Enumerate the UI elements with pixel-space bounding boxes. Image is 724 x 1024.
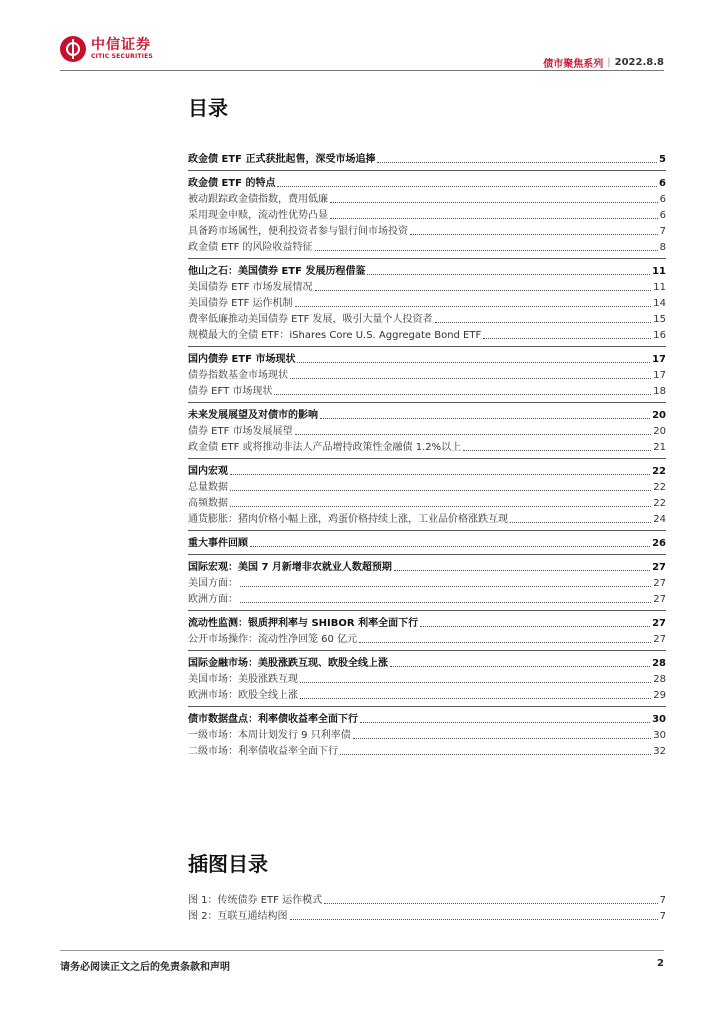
entry-page-number: 6 [659,178,666,189]
toc-subsection-entry[interactable] [188,574,666,590]
toc-section-entry[interactable] [188,262,666,278]
toc-heading: 目录 [188,96,228,120]
entry-page-number: 26 [652,538,666,549]
entry-title: 二级市场：利率债收益率全面下行 [188,746,338,757]
figures-heading: 插图目录 [188,852,268,876]
page-number: 2 [657,958,664,969]
toc-subsection-entry[interactable] [188,278,666,294]
entry-title: 他山之石：美国债券 ETF 发展历程借鉴 [188,266,366,277]
entry-page-number: 22 [652,466,666,477]
entry-title: 债券 ETF 市场发展展望 [188,426,293,437]
entry-page-number: 22 [653,498,666,509]
entry-page-number: 15 [653,314,666,325]
entry-title: 国内宏观 [188,466,228,477]
toc-subsection-entry[interactable] [188,478,666,494]
dot-leader [240,586,651,587]
entry-page-number: 18 [653,386,666,397]
entry-title: 重大事件回顾 [188,538,248,549]
dot-leader [360,722,650,723]
toc-subsection-entry[interactable] [188,294,666,310]
entry-page-number: 27 [653,578,666,589]
figure-entry[interactable] [188,891,666,907]
figure-entry[interactable] [188,907,666,923]
section-divider [188,706,666,707]
entry-page-number: 16 [653,330,666,341]
dot-leader [320,418,650,419]
entry-page-number: 6 [659,194,666,205]
dot-leader [277,186,657,187]
entry-title: 政金债 ETF 或将推动非法人产品增持政策性金融债 1.2%以上 [188,442,462,453]
entry-page-number: 32 [653,746,666,757]
entry-page-number: 7 [659,911,666,922]
entry-title: 采用现金申赎，流动性优势凸显 [188,210,328,221]
report-series: 债市聚焦系列 [543,59,604,70]
toc-section-entry[interactable] [188,350,666,366]
section-divider [188,258,666,259]
entry-title: 公开市场操作：流动性净回笼 60 亿元 [188,634,358,645]
entry-page-number: 8 [659,242,666,253]
dot-leader [250,546,650,547]
toc-section-entry[interactable] [188,462,666,478]
entry-title: 未来发展展望及对债市的影响 [188,410,318,421]
entry-title: 政金债 ETF 正式获批起售，深受市场追捧 [188,154,376,165]
entry-title: 欧洲市场：欧股全线上涨 [188,690,298,701]
dot-leader [420,626,650,627]
section-divider [188,402,666,403]
dot-leader [295,306,652,307]
list-of-figures [188,891,666,923]
entry-title: 流动性监测：银质押利率与 SHIBOR 利率全面下行 [188,618,419,629]
toc-subsection-entry[interactable] [188,238,666,254]
dot-leader [274,394,651,395]
entry-title: 被动跟踪政金债指数，费用低廉 [188,194,328,205]
citic-logo-icon [60,36,86,62]
entry-page-number: 22 [653,482,666,493]
disclaimer-notice: 请务必阅读正文之后的免责条款和声明 [60,962,230,973]
toc-subsection-entry[interactable] [188,590,666,606]
section-divider [188,346,666,347]
dot-leader [290,919,658,920]
report-header-info [543,55,664,70]
entry-title: 债券指数基金市场现状 [188,370,288,381]
section-divider [188,610,666,611]
toc-section-entry[interactable] [188,654,666,670]
toc-subsection-entry[interactable] [188,190,666,206]
toc-subsection-entry[interactable] [188,326,666,342]
entry-page-number: 27 [652,562,666,573]
section-divider [188,170,666,171]
dot-leader [330,218,658,219]
entry-title: 美国债券 ETF 市场发展情况 [188,282,313,293]
entry-title: 美国市场：美股涨跌互现 [188,674,298,685]
entry-page-number: 27 [652,618,666,629]
entry-page-number: 17 [653,370,666,381]
logo-english-name: CITIC SECURITIES [91,53,153,60]
entry-title: 国内债券 ETF 市场现状 [188,354,296,365]
toc-subsection-entry[interactable] [188,726,666,742]
toc-subsection-entry[interactable] [188,742,666,758]
entry-title: 具备跨市场属性，便利投资者参与银行间市场投资 [188,226,408,237]
entry-page-number: 17 [652,354,666,365]
entry-page-number: 6 [659,210,666,221]
dot-leader [390,666,650,667]
toc-subsection-entry[interactable] [188,366,666,382]
header-separator: | [607,57,611,68]
entry-title: 债券 EFT 市场现状 [188,386,273,397]
dot-leader [300,682,651,683]
entry-title: 费率低廉推动美国债券 ETF 发展，吸引大量个人投资者 [188,314,433,325]
dot-leader [300,698,651,699]
dot-leader [367,274,650,275]
section-divider [188,650,666,651]
dot-leader [510,522,651,523]
toc-section-entry[interactable] [188,174,666,190]
entry-page-number: 14 [653,298,666,309]
toc-subsection-entry[interactable] [188,222,666,238]
section-divider [188,458,666,459]
entry-title: 美国方面： [188,578,238,589]
entry-title: 国际金融市场：美股涨跌互现、欧股全线上涨 [188,658,388,669]
entry-page-number: 27 [653,634,666,645]
toc-section-entry[interactable] [188,558,666,574]
table-of-contents [188,150,666,758]
entry-page-number: 30 [653,730,666,741]
entry-page-number: 5 [659,154,666,165]
dot-leader [353,738,652,739]
toc-section-entry[interactable] [188,534,666,550]
dot-leader [324,903,658,904]
toc-subsection-entry[interactable] [188,438,666,454]
entry-page-number: 20 [652,410,666,421]
entry-page-number: 28 [652,658,666,669]
dot-leader [290,378,651,379]
dot-leader [230,490,651,491]
toc-subsection-entry[interactable] [188,494,666,510]
entry-title: 国际宏观：美国 7 月新增非农就业人数超预期 [188,562,392,573]
toc-section-entry[interactable] [188,710,666,726]
dot-leader [315,250,658,251]
dot-leader [483,338,651,339]
toc-section-entry[interactable] [188,150,666,166]
dot-leader [410,234,658,235]
dot-leader [394,570,650,571]
header-divider [60,70,664,71]
dot-leader [295,434,652,435]
entry-title: 政金债 ETF 的特点 [188,178,276,189]
dot-leader [230,506,651,507]
entry-title: 通货膨胀：猪肉价格小幅上涨，鸡蛋价格持续上涨，工业品价格涨跌互现 [188,514,508,525]
entry-page-number: 28 [653,674,666,685]
report-date: 2022.8.8 [614,57,664,68]
dot-leader [463,450,651,451]
logo-chinese-name: 中信证券 [91,37,151,53]
toc-subsection-entry[interactable] [188,206,666,222]
entry-page-number: 27 [653,594,666,605]
entry-title: 欧洲方面： [188,594,238,605]
toc-subsection-entry[interactable] [188,686,666,702]
entry-title: 债市数据盘点：利率债收益率全面下行 [188,714,358,725]
entry-title: 一级市场：本周计划发行 9 只利率债 [188,730,351,741]
entry-page-number: 7 [659,226,666,237]
section-divider [188,530,666,531]
toc-section-entry[interactable] [188,406,666,422]
toc-subsection-entry[interactable] [188,630,666,646]
entry-title: 美国债券 ETF 运作机制 [188,298,293,309]
entry-title: 规模最大的全债 ETF：iShares Core U.S. Aggregate Bond ETF [188,330,482,341]
dot-leader [315,290,652,291]
entry-page-number: 29 [653,690,666,701]
footer-divider [60,950,664,951]
dot-leader [340,754,651,755]
entry-page-number: 11 [652,266,666,277]
dot-leader [297,362,650,363]
entry-page-number: 7 [659,895,666,906]
entry-page-number: 30 [652,714,666,725]
entry-title: 高频数据 [188,498,228,509]
entry-title: 图 2：互联互通结构图 [188,911,288,922]
dot-leader [330,202,658,203]
dot-leader [435,322,652,323]
toc-subsection-entry[interactable] [188,670,666,686]
entry-page-number: 11 [653,282,666,293]
entry-title: 图 1：传统债券 ETF 运作模式 [188,895,323,906]
toc-subsection-entry[interactable] [188,310,666,326]
dot-leader [359,642,651,643]
entry-title: 总量数据 [188,482,228,493]
company-logo [60,36,153,62]
dot-leader [230,474,650,475]
dot-leader [240,602,651,603]
dot-leader [377,162,657,163]
entry-title: 政金债 ETF 的风险收益特征 [188,242,313,253]
entry-page-number: 20 [653,426,666,437]
toc-subsection-entry[interactable] [188,422,666,438]
entry-page-number: 24 [653,514,666,525]
toc-subsection-entry[interactable] [188,382,666,398]
entry-page-number: 21 [653,442,666,453]
toc-subsection-entry[interactable] [188,510,666,526]
toc-section-entry[interactable] [188,614,666,630]
section-divider [188,554,666,555]
